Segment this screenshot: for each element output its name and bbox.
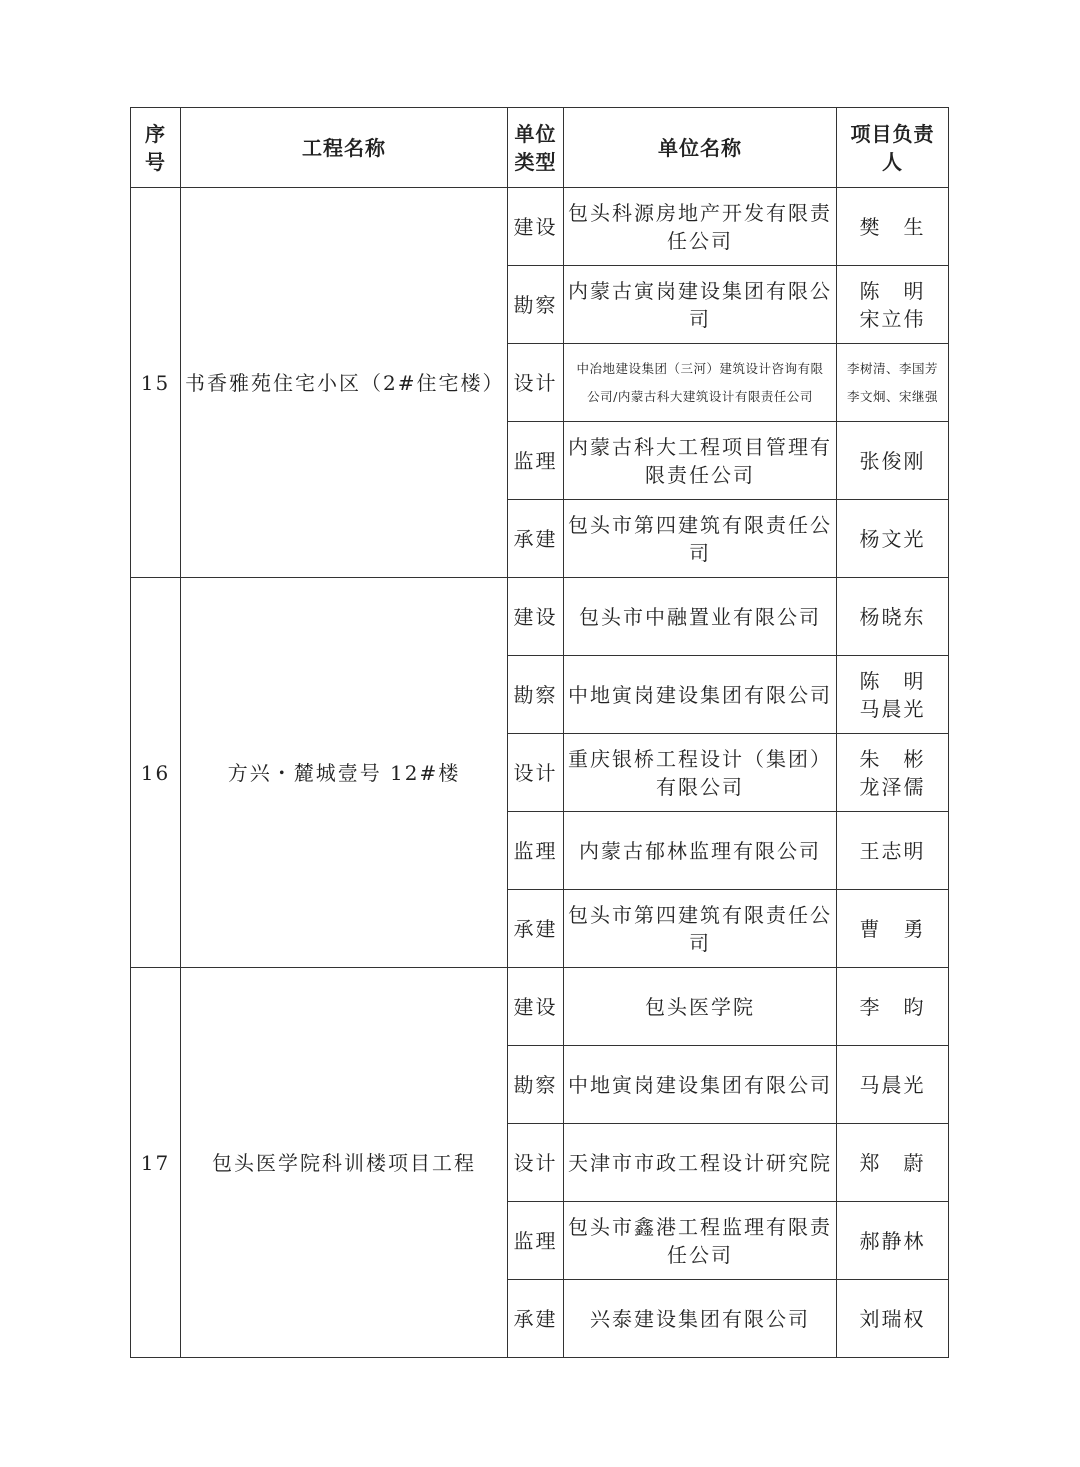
project-name: 方兴・麓城壹号 12#楼 bbox=[181, 578, 508, 968]
unit-name: 包头市第四建筑有限责任公 司 bbox=[564, 890, 837, 968]
project-leader: 杨晓东 bbox=[837, 578, 949, 656]
project-leader: 杨文光 bbox=[837, 500, 949, 578]
unit-type: 设计 bbox=[508, 734, 564, 812]
unit-name: 兴泰建设集团有限公司 bbox=[564, 1280, 837, 1358]
table-header-row bbox=[131, 108, 949, 188]
unit-name: 包头科源房地产开发有限责 任公司 bbox=[564, 188, 837, 266]
unit-name: 内蒙古科大工程项目管理有 限责任公司 bbox=[564, 422, 837, 500]
unit-type: 监理 bbox=[508, 1202, 564, 1280]
unit-type: 承建 bbox=[508, 500, 564, 578]
unit-type: 监理 bbox=[508, 812, 564, 890]
unit-type: 承建 bbox=[508, 1280, 564, 1358]
project-name: 包头医学院科训楼项目工程 bbox=[181, 968, 508, 1358]
header-unit-type: 单位 类型 bbox=[508, 108, 564, 188]
unit-name: 包头市中融置业有限公司 bbox=[564, 578, 837, 656]
unit-name: 中冶地建设集团（三河）建筑设计咨询有限 公司/内蒙古科大建筑设计有限责任公司 bbox=[564, 344, 837, 422]
unit-name: 包头市第四建筑有限责任公 司 bbox=[564, 500, 837, 578]
unit-type: 承建 bbox=[508, 890, 564, 968]
header-seq: 序号 bbox=[131, 108, 181, 188]
header-unit-name: 单位名称 bbox=[564, 108, 837, 188]
unit-name: 包头市鑫港工程监理有限责 任公司 bbox=[564, 1202, 837, 1280]
project-leader: 王志明 bbox=[837, 812, 949, 890]
unit-type: 设计 bbox=[508, 1124, 564, 1202]
project-leader: 樊 生 bbox=[837, 188, 949, 266]
project-seq: 16 bbox=[131, 578, 181, 968]
table-row bbox=[131, 968, 949, 1046]
unit-type: 勘察 bbox=[508, 1046, 564, 1124]
unit-type: 建设 bbox=[508, 578, 564, 656]
project-seq: 15 bbox=[131, 188, 181, 578]
unit-type: 监理 bbox=[508, 422, 564, 500]
project-leader: 李 昀 bbox=[837, 968, 949, 1046]
project-leader: 郝静林 bbox=[837, 1202, 949, 1280]
header-leader: 项目负责人 bbox=[837, 108, 949, 188]
unit-name: 包头医学院 bbox=[564, 968, 837, 1046]
table-row bbox=[131, 188, 949, 266]
unit-type: 勘察 bbox=[508, 656, 564, 734]
unit-name: 内蒙古寅岗建设集团有限公 司 bbox=[564, 266, 837, 344]
table-row bbox=[131, 578, 949, 656]
project-responsibility-table bbox=[130, 107, 949, 1358]
unit-name: 重庆银桥工程设计（集团） 有限公司 bbox=[564, 734, 837, 812]
project-leader: 郑 蔚 bbox=[837, 1124, 949, 1202]
project-name: 书香雅苑住宅小区（2#住宅楼） bbox=[181, 188, 508, 578]
project-leader: 朱 彬 龙泽儒 bbox=[837, 734, 949, 812]
project-leader: 陈 明 马晨光 bbox=[837, 656, 949, 734]
project-seq: 17 bbox=[131, 968, 181, 1358]
unit-name: 内蒙古郁林监理有限公司 bbox=[564, 812, 837, 890]
project-leader: 刘瑞权 bbox=[837, 1280, 949, 1358]
unit-type: 设计 bbox=[508, 344, 564, 422]
header-project-name: 工程名称 bbox=[181, 108, 508, 188]
table-body bbox=[131, 188, 949, 1358]
unit-name: 天津市市政工程设计研究院 bbox=[564, 1124, 837, 1202]
unit-name: 中地寅岗建设集团有限公司 bbox=[564, 1046, 837, 1124]
unit-type: 建设 bbox=[508, 188, 564, 266]
project-leader: 曹 勇 bbox=[837, 890, 949, 968]
project-leader: 李树清、李国芳 李文炯、宋继强 bbox=[837, 344, 949, 422]
project-leader: 陈 明 宋立伟 bbox=[837, 266, 949, 344]
project-leader: 马晨光 bbox=[837, 1046, 949, 1124]
unit-type: 建设 bbox=[508, 968, 564, 1046]
unit-type: 勘察 bbox=[508, 266, 564, 344]
project-leader: 张俊刚 bbox=[837, 422, 949, 500]
unit-name: 中地寅岗建设集团有限公司 bbox=[564, 656, 837, 734]
